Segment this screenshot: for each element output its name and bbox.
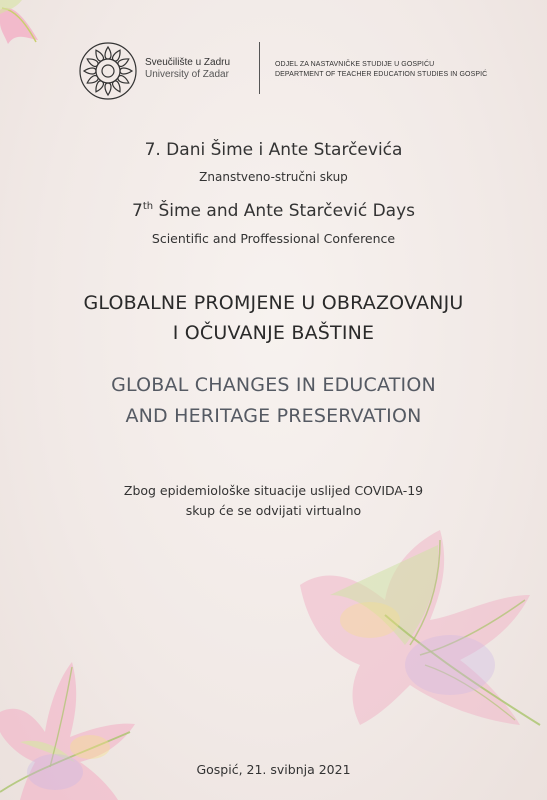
event-ordinal-en: 7 bbox=[131, 201, 143, 221]
leaf-top-left-decoration bbox=[0, 0, 60, 60]
covid-notice bbox=[0, 481, 547, 521]
theme-hr-line2: I OČUVANJE BAŠTINE bbox=[172, 322, 375, 344]
theme-hr bbox=[0, 288, 547, 348]
date-place: Gospić, 21. svibnja 2021 bbox=[196, 762, 351, 777]
event-ordinal-suffix-en: th bbox=[142, 201, 154, 212]
university-name bbox=[145, 57, 230, 81]
university-name-hr: Sveučilište u Zadru bbox=[145, 57, 231, 68]
event-subtitle-hr: Znanstveno-stručni skup bbox=[199, 170, 348, 184]
theme-en bbox=[0, 370, 547, 432]
event-title-en bbox=[0, 201, 547, 221]
leaf-bottom-left-decoration bbox=[0, 662, 140, 800]
university-name-en: University of Zadar bbox=[145, 69, 229, 80]
leaf-large-right-decoration bbox=[290, 525, 547, 735]
covid-notice-line1: Zbog epidemiološke situacije uslijed COVIDA-19 bbox=[123, 483, 424, 498]
university-emblem-icon bbox=[77, 40, 139, 102]
theme-en-line2: AND HERITAGE PRESERVATION bbox=[125, 405, 422, 427]
covid-notice-line2: skup će se odvijati virtualno bbox=[185, 503, 362, 518]
event-title-en-rest: Šime and Ante Starčević Days bbox=[153, 201, 415, 221]
event-subtitle-en: Scientific and Proffessional Conference bbox=[151, 231, 396, 246]
event-title-hr: 7. Dani Šime i Ante Starčevića bbox=[144, 140, 403, 160]
theme-en-line1: GLOBAL CHANGES IN EDUCATION bbox=[111, 374, 436, 396]
header-divider bbox=[259, 42, 260, 94]
department-name bbox=[275, 60, 487, 80]
department-name-hr: ODJEL ZA NASTAVNIČKE STUDIJE U GOSPIĆU bbox=[275, 61, 435, 68]
department-name-en: DEPARTMENT OF TEACHER EDUCATION STUDIES IN GOSPIĆ bbox=[275, 71, 488, 78]
theme-hr-line1: GLOBALNE PROMJENE U OBRAZOVANJU bbox=[83, 292, 464, 314]
